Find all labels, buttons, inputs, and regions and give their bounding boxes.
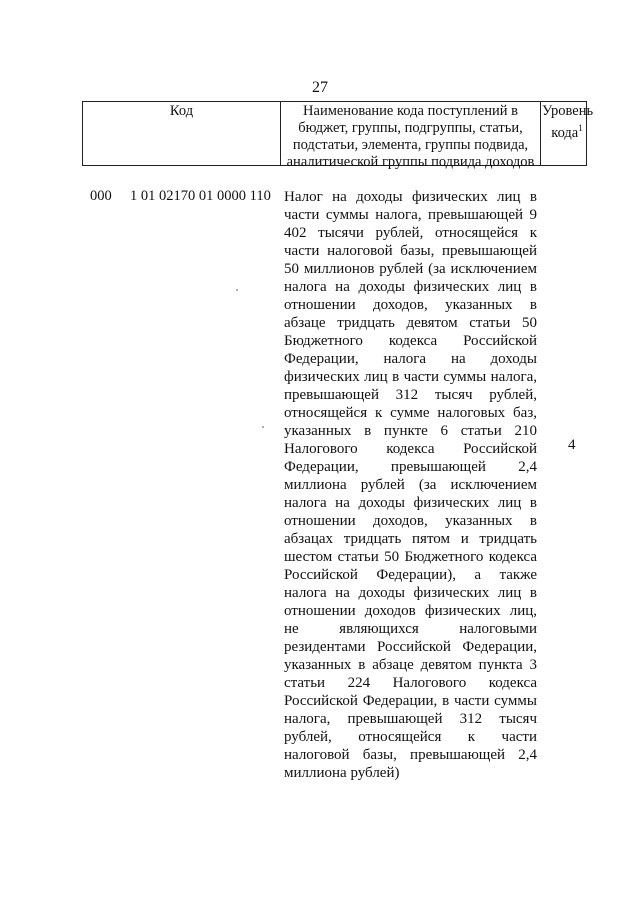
header-code: Код: [169, 103, 194, 119]
table-header: [82, 101, 594, 170]
header-level: [542, 103, 592, 142]
scan-speck: [236, 289, 238, 291]
row-description: Налог на доходы физических лиц в части суммы налога, превышающей 9 402 тысячи рублей, относящейся к части налоговой базы, превышающей 50 миллионов рублей (за исключением налога на доходы физических лиц в отношении доходов, указанных в абзаце тридцать девятом статьи 50 Бюджетного кодекса Российской Федерации, налога на доходы физических лиц в части суммы налога, превышающей 312 тысяч рублей, относящейся к сумме налоговых баз, указанных в пункте 6 статьи 210 Налогового кодекса Российской Федерации, превышающей 2,4 миллиона рублей (за исключением налога на доходы физических лиц в отношении доходов, указанных в абзацах тридцать пятом и тридцать шестом статьи 50 Бюджетного кодекса Российской Федерации), а также налога на доходы физических лиц в отношении доходов физических лиц, не являющихся налоговыми резидентами Российской Федерации, указанных в абзаце девятом пункта 3 статьи 224 Налогового кодекса Российской Федерации, в части суммы налога, превышающей 312 тысяч рублей, относящейся к части налоговой базы, превышающей 2,4 миллиона рублей): [284, 189, 537, 781]
row-code-prefix: 000: [90, 188, 112, 204]
header-level-text: Уровень кода: [542, 103, 594, 141]
page-number: 27: [312, 79, 328, 96]
row-level: 4: [568, 437, 576, 453]
scan-speck: [262, 426, 264, 428]
header-divider-2: [540, 101, 541, 166]
header-name: Наименование кода поступлений в бюджет, группы, подгруппы, статьи, подстатьи, элемента, группы подвида, аналитической группы подвида доходов: [286, 103, 535, 170]
header-level-footnote: 1: [578, 123, 583, 133]
header-top-border: [82, 101, 587, 102]
row-code: 1 01 02170 01 0000 110: [130, 188, 271, 204]
header-divider-1: [280, 101, 281, 166]
